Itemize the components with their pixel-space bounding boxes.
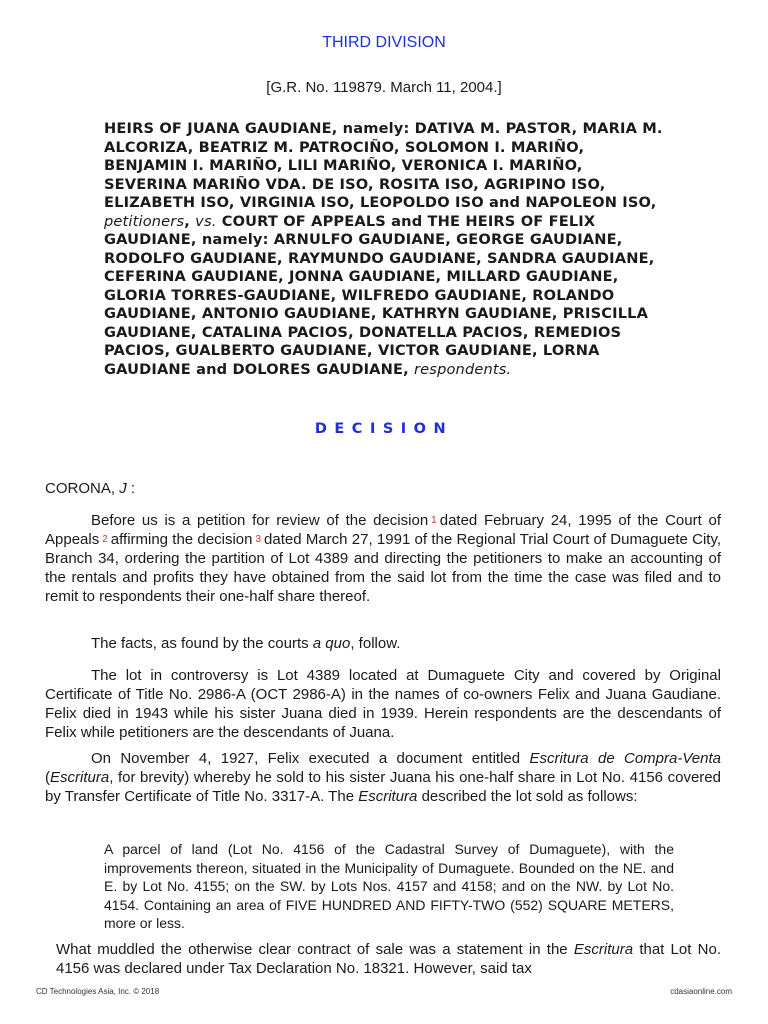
paragraph-text: The lot in controversy is Lot 4389 located at Dumaguete City and covered by Original Certificate of Title No. 2986-A (OCT 2986-A) in the names of co-owners Felix and Juana Gaudiane. Felix died in 1943 while his sister Juana died in 1939. Herein respondents are the descendants of Felix while petitioners are the descendants of Juana. (45, 667, 721, 741)
paragraph-text: On November 4, 1927, Felix executed a document entitled (91, 750, 521, 767)
case-number: [G.R. No. 119879. March 11, 2004.] (266, 79, 502, 96)
paragraph-italic: Escritura de Compra-Venta (529, 750, 721, 767)
paragraph-text: , follow. (350, 635, 401, 652)
paragraph-4 (45, 749, 721, 806)
footer-copyright: CD Technologies Asia, Inc. © 2018 (36, 987, 160, 996)
paragraph-italic: Escritura (573, 941, 634, 958)
respondents-label: respondents (414, 360, 507, 378)
paragraph-1 (45, 511, 721, 606)
ponente-name: CORONA, (45, 480, 116, 497)
petitioners-label: petitioners (104, 212, 185, 230)
paragraph-italic: a quo (312, 635, 351, 652)
footnote-link-1[interactable]: 1 (431, 515, 437, 526)
division-heading: THIRD DIVISION (322, 34, 446, 51)
paragraph-2 (45, 634, 721, 653)
block-quote: A parcel of land (Lot No. 4156 of the Cadastral Survey of Dumaguete), with the improvements thereon, situated in the Municipality of Dumaguete. Bounded on the NE. and E. by Lot No. 4155; on the SW. by Lots Nos. 4157 and 4158; and on the NW. by Lot No. 4154. Containing an area of FIVE HUNDRED AND FIFTY-TWO (552) SQUARE METERS, more or less. (104, 841, 674, 931)
paragraph-text: , for brevity) whereby he sold to his sister Juana his one-half share in Lot No. 4156 covered by Transfer Certificate of Title No. 3317-A. The (45, 769, 721, 805)
paragraph-text: The facts, as found by the courts (91, 635, 309, 652)
paragraph-text: affirming the decision (110, 531, 253, 548)
ponente-title: J (119, 480, 127, 497)
paragraph-text: described the lot sold as follows: (421, 788, 638, 805)
versus-label: vs (195, 212, 212, 230)
paragraph-text: dated February 24, 1995 of the Court of Appeals (45, 512, 721, 548)
respondents-names: COURT OF APPEALS and THE HEIRS OF FELIX GAUDIANE, namely: ARNULFO GAUDIANE, GEORGE GAUDIANE, RODOLFO GAUDIANE, RAYMUNDO GAUDIANE, SANDRA GAUDIANE, CEFERINA GAUDIANE, JONNA GAUDIANE, MILLARD GAUDIANE, GLORIA TORRES-GAUDIANE, WILFREDO GAUDIANE, ROLANDO GAUDIANE, ANTONIO GAUDIANE, KATHRYN GAUDIANE, PRISCILLA GAUDIANE, CATALINA PACIOS, DONATELLA PACIOS, REMEDIOS PACIOS, GUALBERTO GAUDIANE, VICTOR GAUDIANE, LORNA GAUDIANE and DOLORES GAUDIANE, (104, 212, 655, 378)
paragraph-text: ( (45, 769, 50, 786)
footnote-link-3[interactable]: 3 (255, 534, 262, 545)
paragraph-text: Before us is a petition for review of the decision (91, 512, 429, 529)
paragraph-text: What muddled the otherwise clear contract of sale was a statement in the (56, 941, 568, 958)
paragraph-text: that Lot No. 4156 was declared under Tax Declaration No. 18321. However, said tax (56, 941, 721, 977)
case-parties: HEIRS OF JUANA GAUDIANE, namely: DATIVA M. PASTOR, MARIA M. ALCORIZA, BEATRIZ M. PATROCIÑO, SOLOMON I. MARIÑO, BENJAMIN I. MARIÑO, LILI MARIÑO, VERONICA I. MARIÑO, SEVERINA MARIÑO VDA. DE ISO, ROSITA ISO, AGRIPINO ISO, ELIZABETH ISO, VIRGINIA ISO, LEOPOLDO ISO and NAPOLEON ISO, petitioners, vs. COURT OF APPEALS and THE HEIRS OF FELIX GAUDIANE, namely: ARNULFO GAUDIANE, GEORGE GAUDIANE, RODOLFO GAUDIANE, RAYMUNDO GAUDIANE, SANDRA GAUDIANE, CEFERINA GAUDIANE, JONNA GAUDIANE, MILLARD GAUDIANE, GLORIA TORRES-GAUDIANE, WILFREDO GAUDIANE, ROLANDO GAUDIANE, ANTONIO GAUDIANE, KATHRYN GAUDIANE, PRISCILLA GAUDIANE, CATALINA PACIOS, DONATELLA PACIOS, REMEDIOS PACIOS, GUALBERTO GAUDIANE, VICTOR GAUDIANE, LORNA GAUDIANE and DOLORES GAUDIANE, respondents. (104, 120, 663, 378)
paragraph-5 (56, 940, 721, 978)
petitioners-names: HEIRS OF JUANA GAUDIANE, namely: DATIVA M. PASTOR, MARIA M. ALCORIZA, BEATRIZ M. PATROCIÑO, SOLOMON I. MARIÑO, BENJAMIN I. MARIÑO, LILI MARIÑO, VERONICA I. MARIÑO, SEVERINA MARIÑO VDA. DE ISO, ROSITA ISO, AGRIPINO ISO, ELIZABETH ISO, VIRGINIA ISO, LEOPOLDO ISO and NAPOLEON ISO, (104, 120, 663, 211)
paragraph-italic: Escritura (50, 769, 110, 786)
footer-site-link[interactable]: cdasiaonline.com (670, 987, 732, 996)
paragraph-italic: Escritura (358, 788, 418, 805)
paragraph-3 (45, 666, 721, 742)
footnote-link-2[interactable]: 2 (102, 534, 108, 545)
ponente-line: CORONA, J : (45, 480, 136, 497)
paragraph-text: dated March 27, 1991 of the Regional Trial Court of Dumaguete City, Branch 34, ordering the partition of Lot 4389 and directing the petitioners to make an accounting of the rentals and profits they have obtained from the said lot from the time the case was filed and to remit to respondents their one-half share thereof. (45, 531, 722, 605)
decision-heading: DECISION (314, 421, 454, 437)
